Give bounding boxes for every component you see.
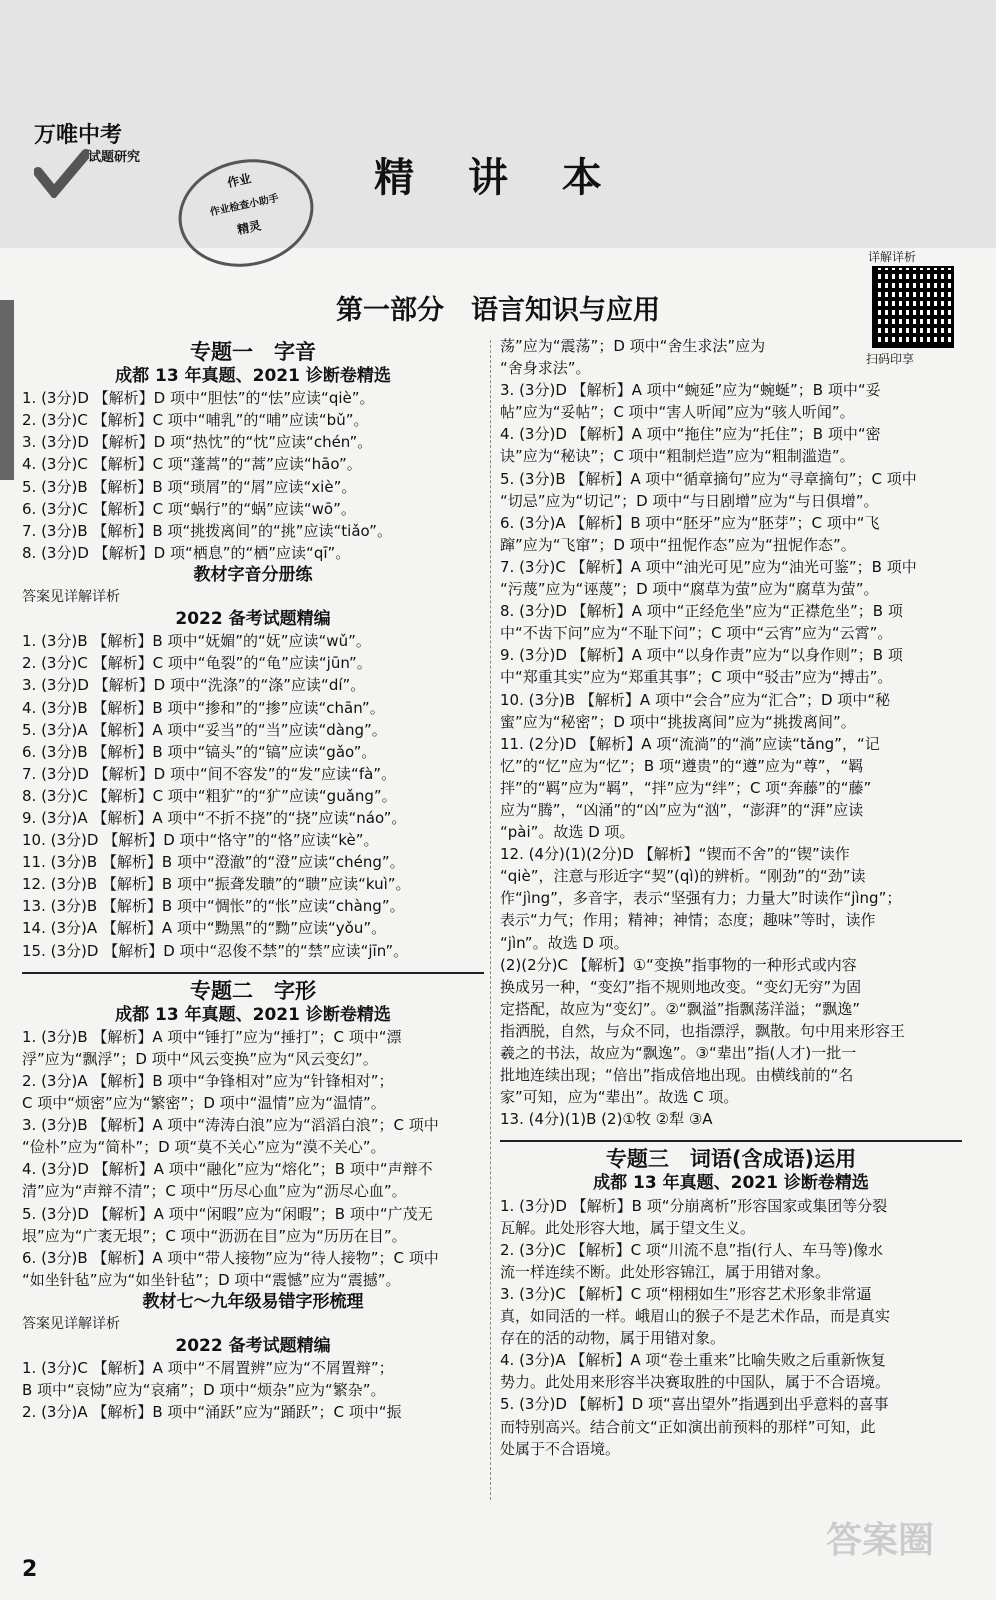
answer-line: 1. (3分)C 【解析】A 项中“不屑置辨”应为“不屑置辩”； [22,1359,394,1378]
answer-line: 清”应为“声辩不清”；C 项中“历尽心血”应为“沥尽心血”。 [22,1182,407,1201]
answer-line: 5. (3分)D 【解析】D 项“喜出望外”指遇到出乎意料的喜事 [500,1395,889,1414]
answer-line: 浮”应为“飘浮”；D 项中“风云变换”应为“风云变幻”。 [22,1049,378,1068]
stamp-top-text: 作业 [225,171,253,191]
answer-line: 作“jìng”，多音字，表示“坚强有力；力量大”时读作“jìng”； [500,889,902,908]
section-rule [500,1140,962,1142]
answer-line: “切忌”应为“切记”；D 项中“与日剧增”应为“与日俱增”。 [500,491,879,510]
answer-line: 荡”应为“震荡”；D 项中“舍生求法”应为 [500,337,766,355]
answer-line: 3. (3分)D 【解析】A 项中“蜿延”应为“蜿蜒”；B 项中“妥 [500,381,881,400]
answer-note: 答案见详解详析 [22,1316,120,1333]
answer-line: 帖”应为“妥帖”；C 项中“害人听闻”应为“骇人听闻”。 [500,403,855,422]
brand-sub-text: 试题研究 [88,150,141,165]
answer-line: 4. (3分)A 【解析】A 项“卷土重来”比喻失败之后重新恢复 [500,1351,886,1370]
answer-line: 12. (4分)(1)(2分)D 【解析】“锲而不舍”的“锲”读作 [500,845,850,864]
section-rule [22,972,484,974]
answer-line: 蜜”应为“秘密”；D 项中“挑拔离间”应为“挑拨离间”。 [500,712,856,731]
qr-label: 详解详析 [868,250,917,264]
answer-line: 3. (3分)D 【解析】D 项中“洗涤”的“涤”应读“dí”。 [22,676,366,695]
subsection-title: 成都 13 年真题、2021 诊断卷精选 [115,1004,391,1025]
answer-line: 定搭配，故应为“变幻”。②“飘溢”指飘荡洋溢；“飘逸” [500,999,861,1018]
answer-line: “舍身求法”。 [500,359,591,378]
answer-line: 势力。此处用来形容半决赛取胜的中国队，属于不合语境。 [500,1373,891,1392]
answer-line: 垠”应为“广袤无垠”；C 项中“沥沥在目”应为“历历在目”。 [22,1226,407,1245]
answer-line: 4. (3分)D 【解析】A 项中“拖住”应为“托住”；B 项中“密 [500,425,881,444]
answer-line: 而特别高兴。结合前文“正如演出前预料的那样”可知，此 [500,1417,876,1436]
answer-line: 应为“腾”，“凶涌”的“凶”应为“汹”，“澎湃”的“湃”应读 [500,800,864,819]
answer-line: “qiè”，注意与形近字“契”(qì)的辨析。“刚劲”的“劲”读 [500,867,866,886]
answer-line: 中“郑重其实”应为“郑重其事”；C 项中“驳击”应为“搏击”。 [500,668,893,687]
answer-line: 3. (3分)C 【解析】C 项“栩栩如生”形容艺术形象非常逼 [500,1284,872,1303]
answer-line: 15. (3分)D 【解析】D 项中“忍俊不禁”的“禁”应读“jīn”。 [22,941,409,960]
answer-line: 蹿”应为“飞窜”；D 项中“扭怩作态”应为“扭怩作态”。 [500,535,856,554]
answer-line: 1. (3分)D 【解析】B 项“分崩离析”形容国家或集团等分裂 [500,1196,888,1215]
answer-line: 忆”的“忆”应为“忆”；B 项“遵贵”的“遵”应为“尊”，“羁 [500,756,864,775]
answer-line: 11. (3分)B 【解析】B 项中“澄澈”的“澄”应读“chéng”。 [22,853,405,872]
answer-line: “污蔑”应为“诬蔑”；D 项中“腐草为萤”应为“腐草为萤”。 [500,580,879,599]
answer-line: 换成另一种，“变幻”指不规则地改变。“变幻无穷”为固 [500,977,862,996]
answer-line: 2. (3分)C 【解析】C 项中“哺乳”的“哺”应读“bǔ”。 [22,411,369,430]
answer-line: 7. (3分)D 【解析】D 项中“间不容发”的“发”应读“fà”。 [22,764,397,783]
subsection-title: 成都 13 年真题、2021 诊断卷精选 [593,1173,869,1194]
answer-line: 3. (3分)B 【解析】A 项中“涛涛白浪”应为“滔滔白浪”；C 项中 [22,1116,439,1135]
answer-line: (2)(2分)C 【解析】①“变换”指事物的一种形式或内容 [500,955,857,974]
answer-line: 表示“力气；作用；精神；神情；态度；趣味”等时，读作 [500,911,876,930]
answer-line: 13. (3分)B 【解析】B 项中“惆怅”的“怅”应读“chàng”。 [22,897,405,916]
answer-line: 12. (3分)B 【解析】B 项中“振聋发聩”的“聩”应读“kuì”。 [22,875,411,894]
answer-line: “如坐针毡”应为“如坐针毡”；D 项中“震憾”应为“震撼”。 [22,1270,401,1289]
side-tab [0,300,14,480]
section-title: 专题三 词语(含成语)运用 [605,1147,857,1172]
answer-line: 批地连续出现；“倍出”指成倍地出现。由横线前的“名 [500,1066,854,1085]
brand-main-text: 万唯中考 [34,123,123,148]
subsection-title: 成都 13 年真题、2021 诊断卷精选 [115,366,391,387]
answer-line: 7. (3分)B 【解析】B 项“挑拨离间”的“挑”应读“tiǎo”。 [22,521,392,540]
answer-line: C 项中“烦密”应为“繁密”；D 项中“温情”应为“温情”。 [22,1094,386,1113]
answer-line: 羲之的书法，故应为“飘逸”。③“辈出”指(人才)一批一 [500,1044,857,1062]
answer-line: 1. (3分)B 【解析】A 项中“锤打”应为“捶打”；C 项中“漂 [22,1027,402,1046]
answer-line: 5. (3分)D 【解析】A 项中“闲暇”应为“闲暇”；B 项中“广茂无 [22,1204,433,1223]
answer-line: 3. (3分)D 【解析】D 项“热忱”的“忱”应读“chén”。 [22,433,373,452]
answer-line: 拌”的“羁”应为“羁”，“拌”应为“绊”；C 项“奔藤”的“藤” [500,778,872,797]
answer-line: 瓦解。此处形容大地，属于望文生义。 [500,1218,756,1237]
answer-note: 答案见详解详析 [22,589,120,606]
header-banner [0,0,996,248]
answer-line: B 项中“哀恸”应为“哀痛”；D 项中“烦杂”应为“繁杂”。 [22,1381,386,1400]
qr-caption: 扫码印享 [866,352,915,366]
answer-line: 6. (3分)C 【解析】C 项“蜗行”的“蜗”应读“wō”。 [22,499,356,518]
answer-line: 指洒脱，自然，与众不同，也指漂浮，飘散。句中用来形容王 [500,1021,906,1040]
right-column [500,335,962,1460]
answer-line: 流一样连续不断。此处形容锦江，属于用错对象。 [500,1262,831,1281]
answer-line: 13. (4分)(1)B (2)①牧 ②犁 ③A [500,1110,713,1129]
answer-line: 2. (3分)A 【解析】B 项中“涌跃”应为“踊跃”；C 项中“振 [22,1403,402,1422]
subsection-title: 2022 备考试题精编 [175,609,331,630]
answer-line: 2. (3分)C 【解析】C 项“川流不息”指(行人、车马等)像水 [500,1240,884,1259]
answer-line: 9. (3分)A 【解析】A 项中“不折不挠”的“挠”应读“náo”。 [22,808,407,827]
section-title: 专题二 字形 [190,978,316,1003]
answer-line: 8. (3分)D 【解析】A 项中“正经危坐”应为“正襟危坐”；B 项 [500,602,903,621]
answer-line: “jìn”。故选 D 项。 [500,933,629,952]
answer-line: 诀”应为“秘诀”；C 项中“粗制烂造”应为“粗制滥造”。 [500,447,855,466]
answer-line: 5. (3分)A 【解析】A 项中“妥当”的“当”应读“dàng”。 [22,720,387,739]
watermark-logo: 答案圈 [826,1520,935,1561]
answer-line: 7. (3分)C 【解析】A 项中“油光可见”应为“油光可鉴”；B 项中 [500,557,917,576]
answer-line: 6. (3分)A 【解析】B 项中“胚牙”应为“胚芽”；C 项中“飞 [500,513,880,532]
page-number: 2 [22,1557,38,1582]
section-title: 专题一 字音 [190,340,316,364]
answer-line: 8. (3分)D 【解析】D 项“栖息”的“栖”应读“qī”。 [22,543,351,562]
answer-line: 存在的活的动物，属于用错对象。 [500,1329,726,1348]
left-column [22,335,484,1424]
answer-line: 真，如同活的一样。峨眉山的猴子不是艺术作品，而是真实 [500,1307,891,1326]
page-title: 精 讲 本 [374,155,622,201]
answer-line: 10. (3分)B 【解析】A 项中“会合”应为“汇合”；D 项中“秘 [500,690,891,709]
answer-line: 10. (3分)D 【解析】D 项中“恪守”的“恪”应读“kè”。 [22,831,379,850]
answer-line: 9. (3分)D 【解析】A 项中“以身作责”应为“以身作则”；B 项 [500,646,903,665]
answer-line: 4. (3分)D 【解析】A 项中“融化”应为“熔化”；B 项中“声辩不 [22,1160,433,1179]
answer-line: “pài”。故选 D 项。 [500,823,635,842]
answer-line: 2. (3分)C 【解析】C 项中“龟裂”的“龟”应读“jūn”。 [22,654,372,673]
subsection-title: 2022 备考试题精编 [175,1336,331,1357]
part-title: 第一部分 语言知识与应用 [336,295,660,326]
column-divider [490,340,491,1500]
answer-line: 1. (3分)B 【解析】B 项中“妩媚”的“妩”应读“wǔ”。 [22,632,371,651]
subsection-title: 教材七～九年级易错字形梳理 [142,1291,364,1312]
subsection-title: 教材字音分册练 [193,564,313,585]
answer-line: 4. (3分)B 【解析】B 项中“掺和”的“掺”应读“chān”。 [22,698,385,717]
answer-line: 中“不齿下问”应为“不耻下问”；C 项中“云宵”应为“云霄”。 [500,624,893,643]
stamp-bottom-text: 精灵 [235,218,263,238]
stamp-mid-text: 作业检查小助手 [209,193,280,219]
answer-line: 6. (3分)B 【解析】B 项中“镐头”的“镐”应读“gǎo”。 [22,742,377,761]
answer-line: 5. (3分)B 【解析】A 项中“循章摘句”应为“寻章摘句”；C 项中 [500,469,917,488]
answer-line: 5. (3分)B 【解析】B 项“琐屑”的“屑”应读“xiè”。 [22,477,357,496]
answer-line: 家”可知，应为“辈出”。故选 C 项。 [500,1088,739,1107]
answer-line: “俭朴”应为“简朴”；D 项“莫不关心”应为“漠不关心”。 [22,1138,386,1157]
answer-line: 14. (3分)A 【解析】A 项中“黝黑”的“黝”应读“yǒu”。 [22,919,387,938]
answer-line: 1. (3分)D 【解析】D 项中“胆怯”的“怯”应读“qiè”。 [22,389,375,408]
answer-line: 6. (3分)B 【解析】A 项中“带人接物”应为“待人接物”；C 项中 [22,1248,439,1267]
answer-line: 8. (3分)C 【解析】C 项中“粗犷”的“犷”应读“guǎng”。 [22,786,397,805]
answer-line: 2. (3分)A 【解析】B 项中“争锋相对”应为“针锋相对”； [22,1072,394,1090]
answer-line: 处属于不合语境。 [500,1439,621,1458]
answer-line: 4. (3分)C 【解析】C 项“蓬蒿”的“蒿”应读“hāo”。 [22,455,362,474]
answer-line: 11. (2分)D 【解析】A 项“流淌”的“淌”应读“tǎng”，“记 [500,734,880,753]
